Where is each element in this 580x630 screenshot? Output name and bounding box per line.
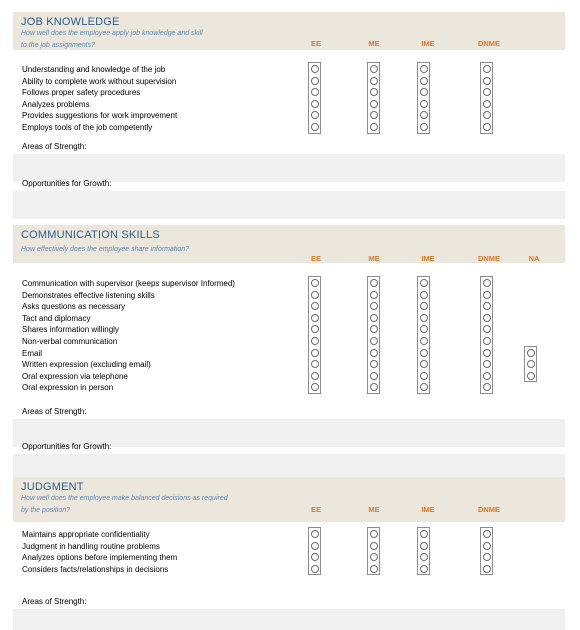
rating-column-header-na: NA — [528, 254, 540, 263]
rating-radio-button[interactable] — [418, 563, 429, 575]
criteria-item: Provides suggestions for work improvement — [22, 111, 178, 121]
rating-radio-button[interactable] — [481, 86, 492, 98]
rating-radio-button[interactable] — [525, 347, 536, 359]
criteria-item: Email — [22, 348, 43, 358]
rating-radio-button[interactable] — [368, 335, 379, 347]
rating-radio-button[interactable] — [309, 86, 320, 98]
rating-radio-button[interactable] — [309, 370, 320, 382]
criteria-item: Non-verbal communication — [22, 337, 118, 346]
criteria-item: Tact and diplomacy — [22, 313, 91, 323]
rating-radio-button[interactable] — [368, 121, 379, 133]
rating-group-ee — [308, 276, 321, 394]
rating-radio-button[interactable] — [309, 75, 320, 87]
rating-radio-button[interactable] — [309, 277, 320, 289]
rating-radio-button[interactable] — [418, 300, 429, 312]
rating-radio-button[interactable] — [309, 63, 320, 75]
rating-column-header-ime: IME — [421, 39, 435, 48]
section-header — [13, 477, 565, 522]
rating-radio-button[interactable] — [309, 335, 320, 347]
rating-radio-button[interactable] — [368, 109, 379, 121]
rating-radio-button[interactable] — [418, 358, 429, 370]
areas-of-strength-label: Areas of Strength: — [22, 407, 87, 416]
rating-column-header-dnme: DNME — [477, 39, 501, 48]
opportunities-for-growth-label: Opportunities for Growth: — [22, 179, 112, 188]
rating-column-header-ee: EE — [310, 505, 321, 514]
rating-radio-button[interactable] — [418, 109, 429, 121]
rating-radio-button[interactable] — [368, 75, 379, 87]
rating-radio-button[interactable] — [309, 323, 320, 335]
criteria-item: Asks questions as necessary — [22, 302, 126, 312]
rating-radio-button[interactable] — [309, 551, 320, 563]
section-title: COMMUNICATION SKILLS — [21, 229, 160, 241]
rating-group-ime — [417, 527, 430, 575]
rating-radio-button[interactable] — [481, 98, 492, 110]
rating-radio-button[interactable] — [418, 323, 429, 335]
rating-radio-button[interactable] — [418, 347, 429, 359]
opportunities-for-growth-label: Opportunities for Growth: — [22, 442, 112, 451]
rating-radio-button[interactable] — [481, 335, 492, 347]
rating-radio-button[interactable] — [481, 277, 492, 289]
rating-column-header-ee: EE — [310, 254, 321, 263]
rating-radio-button[interactable] — [309, 540, 320, 552]
rating-radio-button[interactable] — [368, 370, 379, 382]
criteria-item: Analyzes options before implementing them — [22, 553, 178, 563]
areas-of-strength-label: Areas of Strength: — [22, 142, 87, 151]
rating-radio-button[interactable] — [481, 312, 492, 324]
section-job-knowledge — [13, 12, 565, 225]
rating-radio-button[interactable] — [418, 551, 429, 563]
rating-group-me — [367, 276, 380, 394]
rating-radio-button[interactable] — [368, 86, 379, 98]
rating-radio-button[interactable] — [368, 563, 379, 575]
rating-group-me — [367, 527, 380, 575]
section-question: How well does the employee make balanced decisions as required — [21, 495, 228, 502]
criteria-item: Demonstrates effective listening skills — [22, 290, 155, 300]
rating-radio-button[interactable] — [481, 323, 492, 335]
areas-of-strength-field[interactable] — [13, 154, 565, 182]
rating-column-header-dnme: DNME — [477, 254, 501, 263]
rating-radio-button[interactable] — [309, 289, 320, 301]
rating-radio-button[interactable] — [525, 358, 536, 370]
section-question: by the position? — [21, 507, 71, 514]
rating-radio-button[interactable] — [418, 289, 429, 301]
rating-radio-button[interactable] — [418, 63, 429, 75]
criteria-item: Written expression (excluding email) — [22, 360, 151, 370]
rating-group-dnme — [480, 276, 493, 394]
section-question: How well does the employee apply job knowledge and skill — [21, 30, 203, 37]
rating-radio-button[interactable] — [418, 381, 429, 393]
rating-radio-button[interactable] — [309, 381, 320, 393]
rating-radio-button[interactable] — [418, 312, 429, 324]
rating-radio-button[interactable] — [481, 300, 492, 312]
criteria-item: Oral expression in person — [22, 383, 114, 393]
rating-group-dnme — [480, 62, 493, 134]
criteria-item: Maintains appropriate confidentiality — [22, 530, 150, 539]
rating-radio-button[interactable] — [368, 277, 379, 289]
rating-radio-button[interactable] — [368, 381, 379, 393]
rating-radio-button[interactable] — [309, 312, 320, 324]
rating-radio-button[interactable] — [418, 75, 429, 87]
rating-column-header-ee: EE — [310, 39, 321, 48]
rating-radio-button[interactable] — [481, 551, 492, 563]
rating-radio-button[interactable] — [418, 277, 429, 289]
rating-radio-button[interactable] — [481, 63, 492, 75]
rating-radio-button[interactable] — [368, 312, 379, 324]
criteria-item: Analyzes problems — [22, 99, 90, 109]
rating-group-ime — [417, 62, 430, 134]
rating-radio-button[interactable] — [418, 540, 429, 552]
rating-radio-button[interactable] — [481, 563, 492, 575]
evaluation-form — [13, 12, 565, 618]
rating-group-dnme — [480, 527, 493, 575]
rating-radio-button[interactable] — [309, 563, 320, 575]
rating-radio-button[interactable] — [418, 335, 429, 347]
rating-radio-button[interactable] — [481, 289, 492, 301]
criteria-item: Ability to complete work without supervision — [22, 76, 177, 86]
rating-radio-button[interactable] — [368, 63, 379, 75]
rating-column-header-me: ME — [368, 505, 380, 514]
rating-radio-button[interactable] — [418, 98, 429, 110]
rating-radio-button[interactable] — [309, 358, 320, 370]
rating-radio-button[interactable] — [481, 358, 492, 370]
rating-radio-button[interactable] — [481, 370, 492, 382]
rating-radio-button[interactable] — [368, 347, 379, 359]
criteria-item: Considers facts/relationships in decisions — [22, 564, 169, 574]
rating-radio-button[interactable] — [309, 121, 320, 133]
rating-group-ee — [308, 527, 321, 575]
rating-radio-button[interactable] — [525, 370, 536, 382]
rating-column-header-me: ME — [368, 39, 380, 48]
rating-radio-button[interactable] — [368, 528, 379, 540]
section-judgment — [13, 477, 565, 630]
criteria-item: Judgment in handling routine problems — [22, 541, 160, 551]
rating-column-header-ime: IME — [421, 254, 435, 263]
rating-radio-button[interactable] — [481, 540, 492, 552]
rating-radio-button[interactable] — [481, 121, 492, 133]
criteria-item: Shares information willingly — [22, 325, 119, 335]
rating-radio-button[interactable] — [481, 347, 492, 359]
section-title: JUDGMENT — [21, 481, 84, 493]
opportunities-for-growth-field[interactable] — [13, 191, 565, 219]
rating-radio-button[interactable] — [368, 540, 379, 552]
criteria-item: Communication with supervisor (keeps supervisor Informed) — [22, 279, 235, 288]
rating-radio-button[interactable] — [418, 86, 429, 98]
areas-of-strength-field[interactable] — [13, 609, 565, 630]
areas-of-strength-label: Areas of Strength: — [22, 597, 87, 606]
rating-radio-button[interactable] — [309, 300, 320, 312]
section-question: to the job assignments? — [21, 42, 95, 49]
rating-radio-button[interactable] — [481, 109, 492, 121]
rating-radio-button[interactable] — [368, 98, 379, 110]
rating-radio-button[interactable] — [418, 528, 429, 540]
criteria-item: Follows proper safety procedures — [22, 88, 141, 98]
rating-group-na — [524, 346, 537, 383]
rating-radio-button[interactable] — [368, 289, 379, 301]
rating-radio-button[interactable] — [368, 358, 379, 370]
section-title: JOB KNOWLEDGE — [21, 16, 120, 28]
rating-radio-button[interactable] — [418, 121, 429, 133]
rating-group-me — [367, 62, 380, 134]
rating-column-header-me: ME — [368, 254, 380, 263]
rating-radio-button[interactable] — [309, 109, 320, 121]
rating-radio-button[interactable] — [481, 75, 492, 87]
rating-radio-button[interactable] — [368, 551, 379, 563]
rating-column-header-ime: IME — [421, 505, 435, 514]
criteria-item: Understanding and knowledge of the job — [22, 65, 166, 74]
section-communication-skills — [13, 225, 565, 488]
rating-radio-button[interactable] — [309, 98, 320, 110]
rating-radio-button[interactable] — [481, 381, 492, 393]
rating-group-ime — [417, 276, 430, 394]
rating-radio-button[interactable] — [368, 323, 379, 335]
criteria-item: Employs tools of the job competently — [22, 123, 153, 132]
rating-radio-button[interactable] — [418, 370, 429, 382]
rating-radio-button[interactable] — [309, 528, 320, 540]
criteria-item: Oral expression via telephone — [22, 371, 128, 381]
rating-radio-button[interactable] — [309, 347, 320, 359]
rating-radio-button[interactable] — [481, 528, 492, 540]
rating-column-header-dnme: DNME — [477, 505, 501, 514]
section-question: How effectively does the employee share information? — [21, 246, 190, 253]
rating-radio-button[interactable] — [368, 300, 379, 312]
rating-group-ee — [308, 62, 321, 134]
